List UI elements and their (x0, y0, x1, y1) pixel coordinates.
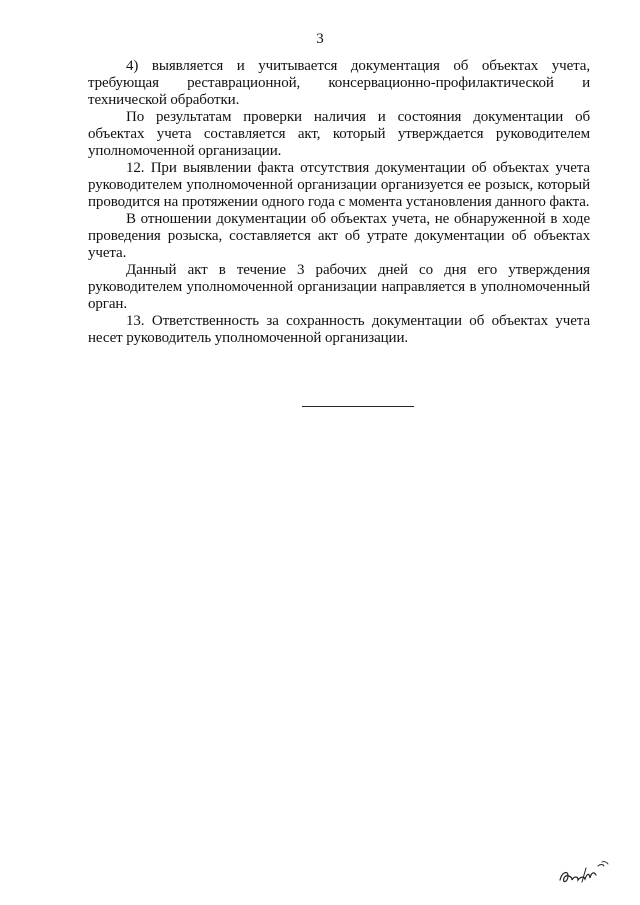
paragraph-12-search: 12. При выявлении факта отсутствия документации об объектах учета руководителем уполномоченной организации организуется ее розыск, который проводится на протяжении одного года с момента установления данного факта. (88, 160, 590, 210)
page-number: 3 (316, 31, 324, 47)
paragraph-item-4: 4) выявляется и учитывается документация об объектах учета, требующая реставрационной, консервационно-профилактической и технической обработки. (88, 58, 590, 108)
document-body (88, 58, 590, 347)
paragraph-loss-act: В отношении документации об объектах учета, не обнаруженной в ходе проведения розыска, составляется акт об утрате документации об объектах учета. (88, 211, 590, 261)
paragraph-act-submission: Данный акт в течение 3 рабочих дней со дня его утверждения руководителем уполномоченной организации направляется в уполномоченный орган. (88, 262, 590, 312)
paragraph-13-responsibility: 13. Ответственность за сохранность документации об объектах учета несет руководитель уполномоченной организации. (88, 313, 590, 346)
paragraph-inspection-act: По результатам проверки наличия и состояния документации об объектах учета составляется акт, который утверждается руководителем уполномоченной организации. (88, 109, 590, 159)
handwritten-initials-icon (556, 858, 612, 890)
end-separator-line (302, 406, 414, 407)
